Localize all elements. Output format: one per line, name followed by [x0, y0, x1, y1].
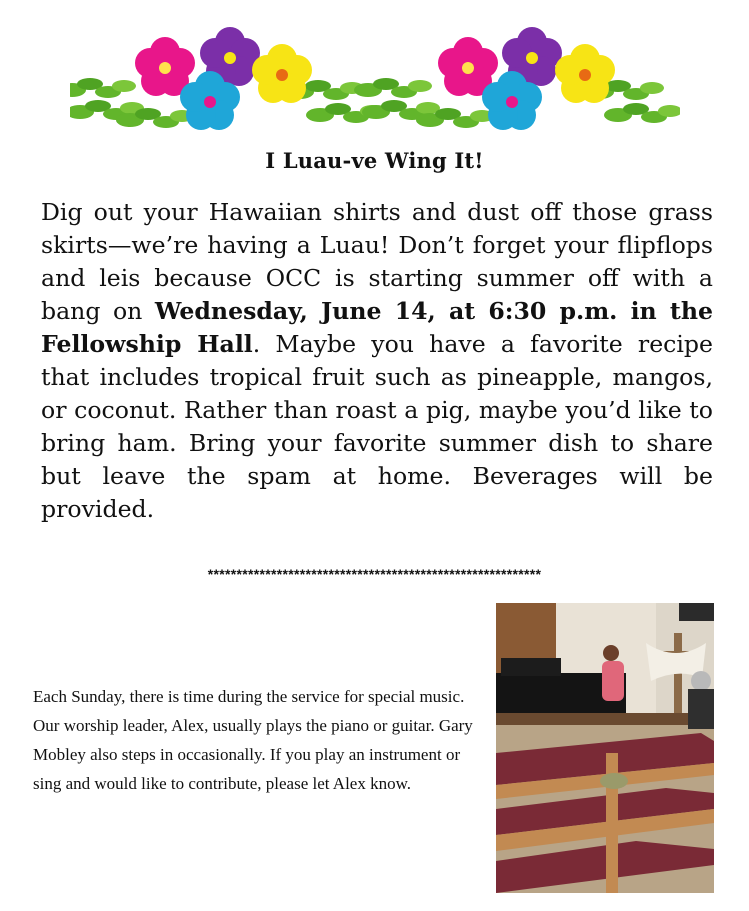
luau-intro-text: Dig out your Hawaiian shirts and dust off those grass skirts—we’re having a Luau! Don’t forget your flipflops and leis because OCC is starting summer off with a bang on [41, 198, 713, 325]
article-title: I Luau-ve Wing It! [265, 148, 484, 173]
church-piano-photo [496, 603, 714, 893]
luau-event-details: Wednesday, June 14, at 6:30 p.m. in the Fellowship Hall [41, 297, 713, 358]
right-flower-cluster [354, 27, 680, 130]
left-flower-cluster [70, 27, 384, 130]
separator-line: ********************************************************** [207, 566, 542, 582]
luau-rest-text: . Maybe you have a favorite recipe that includes tropical fruit such as pineapple, mangos, or coconut. Rather than roast a pig, maybe you’d like to bring ham. Bring your favorite summer dish to share but leave the spam at home. Beverages will be provided. [41, 330, 713, 523]
special-music-paragraph: Each Sunday, there is time during the service for special music. Our worship leader, Alex, usually plays the piano or guitar. Gary Mobley also steps in occasionally. If you play an instrument or sing and would like to contribute, please let Alex know. [33, 687, 473, 793]
hibiscus-banner [70, 20, 680, 135]
luau-article-body [41, 196, 713, 526]
